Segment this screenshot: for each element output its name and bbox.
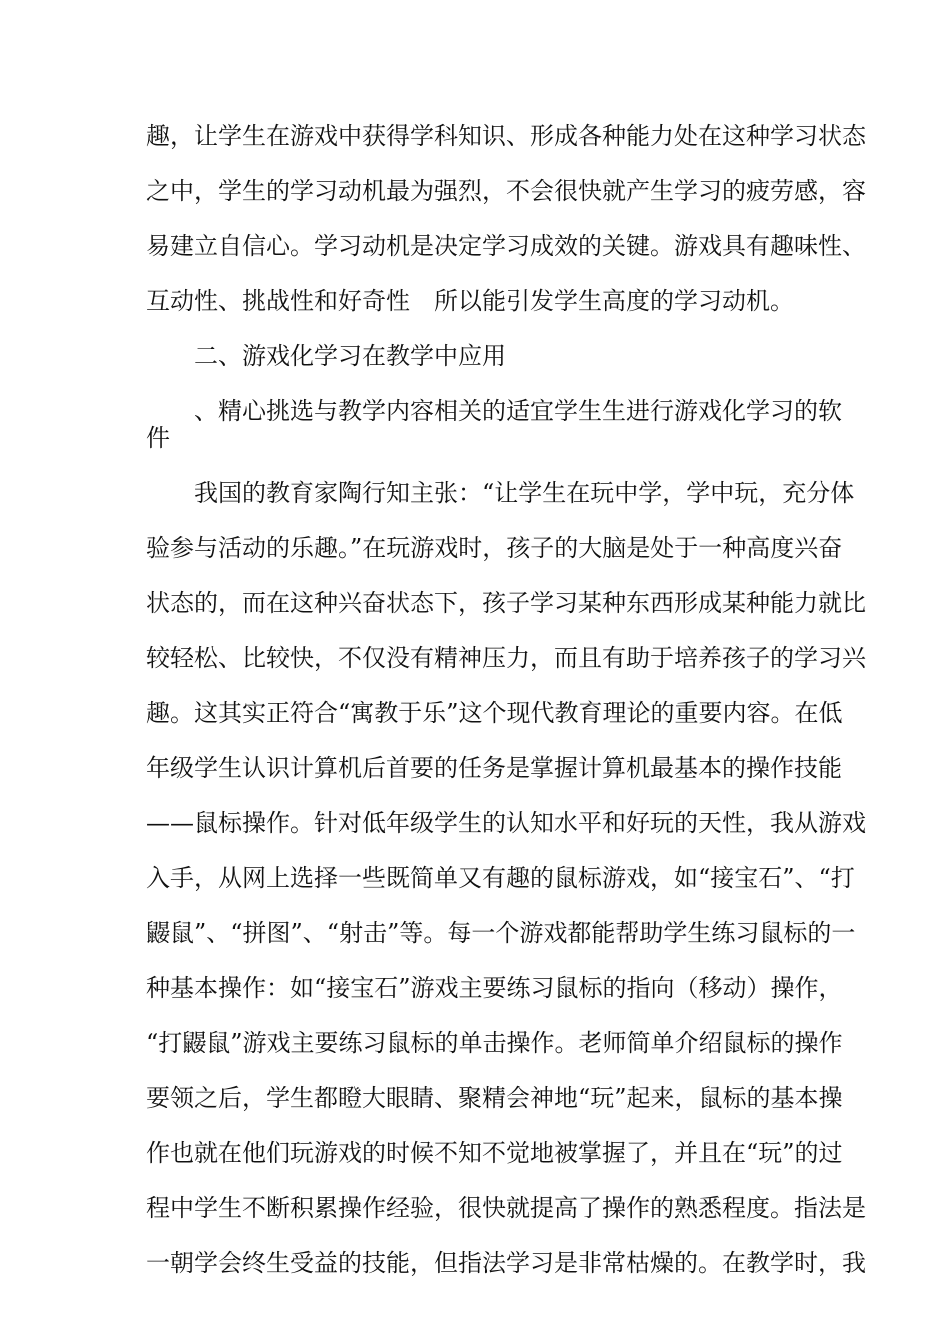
paragraph-2-line-14: 程中学生不断积累操作经验，很快就提高了操作的熟悉程度。指法是: [146, 1194, 866, 1222]
paragraph-2-line-7: ——鼠标操作。针对低年级学生的认知水平和好玩的天性，我从游戏: [146, 809, 866, 837]
paragraph-2-line-10: 种基本操作：如“接宝石”游戏主要练习鼠标的指向（移动）操作，: [146, 974, 843, 1002]
paragraph-2-line-8: 入手，从网上选择一些既简单又有趣的鼠标游戏，如“接宝石”、“打: [146, 864, 855, 892]
paragraph-2-line-13: 作也就在他们玩游戏的时候不知不觉地被掌握了，并且在“玩”的过: [146, 1139, 843, 1167]
paragraph-1-line-2: 之中，学生的学习动机最为强烈，不会很快就产生学习的疲劳感，容: [146, 177, 866, 205]
paragraph-2-line-11: “打鼹鼠”游戏主要练习鼠标的单击操作。老师简单介绍鼠标的操作: [146, 1029, 843, 1057]
paragraph-1-line-4: 互动性、挑战性和好奇性 所以能引发学生高度的学习动机。: [146, 287, 794, 315]
paragraph-2-line-1: 我国的教育家陶行知主张：“让学生在玩中学，学中玩，充分体: [194, 479, 855, 507]
section-heading: 二、游戏化学习在教学中应用: [194, 342, 506, 370]
paragraph-2-line-15: 一朝学会终生受益的技能，但指法学习是非常枯燥的。在教学时，我: [146, 1249, 866, 1277]
paragraph-2-line-4: 较轻松、比较快，不仅没有精神压力，而且有助于培养孩子的学习兴: [146, 644, 866, 672]
paragraph-2-line-5: 趣。这其实正符合“寓教于乐”这个现代教育理论的重要内容。在低: [146, 699, 843, 727]
paragraph-2-line-6: 年级学生认识计算机后首要的任务是掌握计算机最基本的操作技能: [146, 754, 842, 782]
paragraph-2-line-3: 状态的，而在这种兴奋状态下，孩子学习某种东西形成某种能力就比: [146, 589, 866, 617]
paragraph-1-line-3: 易建立自信心。学习动机是决定学习成效的关键。游戏具有趣味性、: [146, 232, 866, 260]
subheading-line-1: 、精心挑选与教学内容相关的适宜学生生进行游戏化学习的软: [194, 397, 842, 425]
subheading-line-2: 件: [146, 424, 170, 452]
paragraph-2-line-9: 鼹鼠”、“拼图”、“射击”等。每一个游戏都能帮助学生练习鼠标的一: [146, 919, 856, 947]
paragraph-1-line-1: 趣，让学生在游戏中获得学科知识、形成各种能力处在这种学习状态: [146, 122, 866, 150]
paragraph-2-line-2: 验参与活动的乐趣。”在玩游戏时，孩子的大脑是处于一种高度兴奋: [146, 534, 843, 562]
paragraph-2-line-12: 要领之后，学生都瞪大眼睛、聚精会神地“玩”起来，鼠标的基本操: [146, 1084, 843, 1112]
